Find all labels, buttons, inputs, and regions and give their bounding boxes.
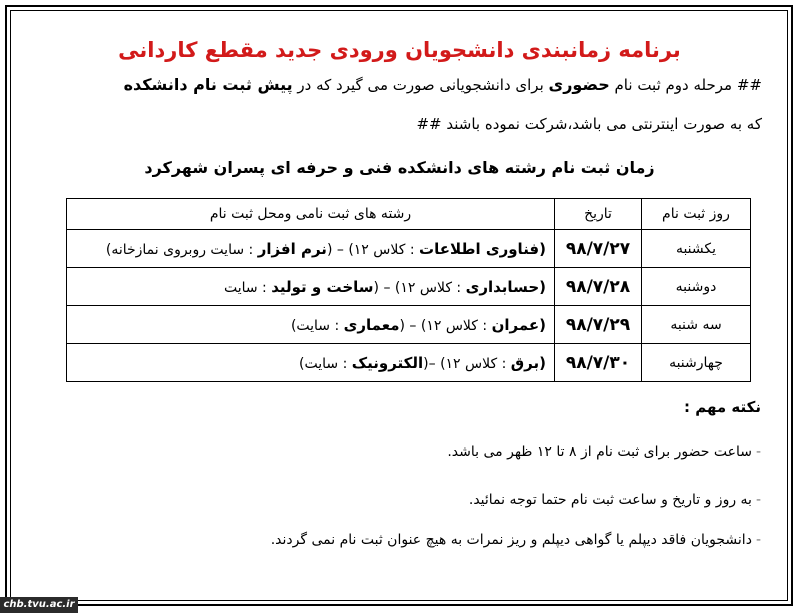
field-name: (عمران: [491, 315, 546, 334]
header-date: تاریخ: [555, 199, 642, 230]
row-date: ۹۸/۷/۲۹: [555, 306, 642, 344]
field-name: (فناوری اطلاعات: [419, 239, 546, 258]
field-name: ساخت و تولید: [271, 277, 374, 296]
dash-bullet-icon: -: [755, 444, 761, 460]
note-item: [21, 492, 761, 508]
field-name: (حسابداری: [465, 277, 546, 296]
note-text: دانشجویان فاقد دیپلم یا گواهی دیپلم و ریز نمرات به هیچ عنوان ثبت نام نمی گردند.: [270, 532, 752, 548]
table-row: [67, 306, 751, 344]
row-date: ۹۸/۷/۲۷: [555, 230, 642, 268]
field-location: : سایت: [223, 279, 267, 296]
field-location: : سایت روبروی نمازخانه): [105, 241, 254, 258]
table-row: [67, 344, 751, 382]
schedule-table: [66, 198, 751, 382]
field-name: الکترونیک: [351, 353, 424, 372]
field-location: : کلاس ۱۲) –(: [423, 355, 507, 372]
site-logo: chb.tvu.ac.ir: [0, 597, 78, 613]
intro-line-1: [42, 75, 762, 94]
intro-bold-b: حضوری: [548, 75, 610, 94]
schedule-subtitle: زمان ثبت نام رشته های دانشکده فنی و حرفه ای پسران شهرکرد: [144, 158, 655, 177]
row-day: سه شنبه: [642, 306, 751, 344]
intro-line-2: که به صورت اینترنتی می باشد،شرکت نموده باشند ##: [416, 115, 762, 133]
note-item: [21, 532, 761, 548]
row-fields: [67, 268, 555, 306]
field-location: : سایت): [290, 317, 340, 334]
field-name: نرم افزار: [257, 239, 327, 258]
dash-bullet-icon: -: [755, 492, 761, 508]
dash-bullet-icon: -: [755, 532, 761, 548]
table-row: [67, 268, 751, 306]
row-fields: [67, 230, 555, 268]
field-name: (برق: [510, 353, 546, 372]
row-date: ۹۸/۷/۳۰: [555, 344, 642, 382]
row-day: یکشنبه: [642, 230, 751, 268]
note-text: به روز و تاریخ و ساعت ثبت نام حتما توجه نمائید.: [468, 492, 752, 508]
field-name: معماری: [343, 315, 400, 334]
intro-text-a: ## مرحله دوم ثبت نام: [614, 76, 762, 94]
row-day: چهارشنبه: [642, 344, 751, 382]
page-title: برنامه زمانبندی دانشجویان ورودی جدید مقطع کاردانی: [118, 38, 681, 62]
document: [12, 12, 787, 602]
field-location: : کلاس ۱۲) – (: [326, 241, 415, 258]
row-date: ۹۸/۷/۲۸: [555, 268, 642, 306]
header-day: روز ثبت نام: [642, 199, 751, 230]
table-row: [67, 230, 751, 268]
table-header-row: [67, 199, 751, 230]
intro-text-c: برای دانشجویانی صورت می گیرد که در: [297, 76, 544, 94]
note-item: [21, 444, 761, 460]
important-note-heading: نکته مهم :: [684, 398, 761, 416]
header-fields: رشته های ثبت نامی ومحل ثبت نام: [67, 199, 555, 230]
row-fields: [67, 344, 555, 382]
field-location: : کلاس ۱۲) – (: [399, 317, 488, 334]
row-fields: [67, 306, 555, 344]
row-day: دوشنبه: [642, 268, 751, 306]
field-location: : سایت): [299, 355, 348, 372]
intro-bold-d: پیش ثبت نام دانشکده: [123, 75, 293, 94]
field-location: : کلاس ۱۲) – (: [373, 279, 462, 296]
note-text: ساعت حضور برای ثبت نام از ۸ تا ۱۲ ظهر می باشد.: [447, 444, 752, 460]
